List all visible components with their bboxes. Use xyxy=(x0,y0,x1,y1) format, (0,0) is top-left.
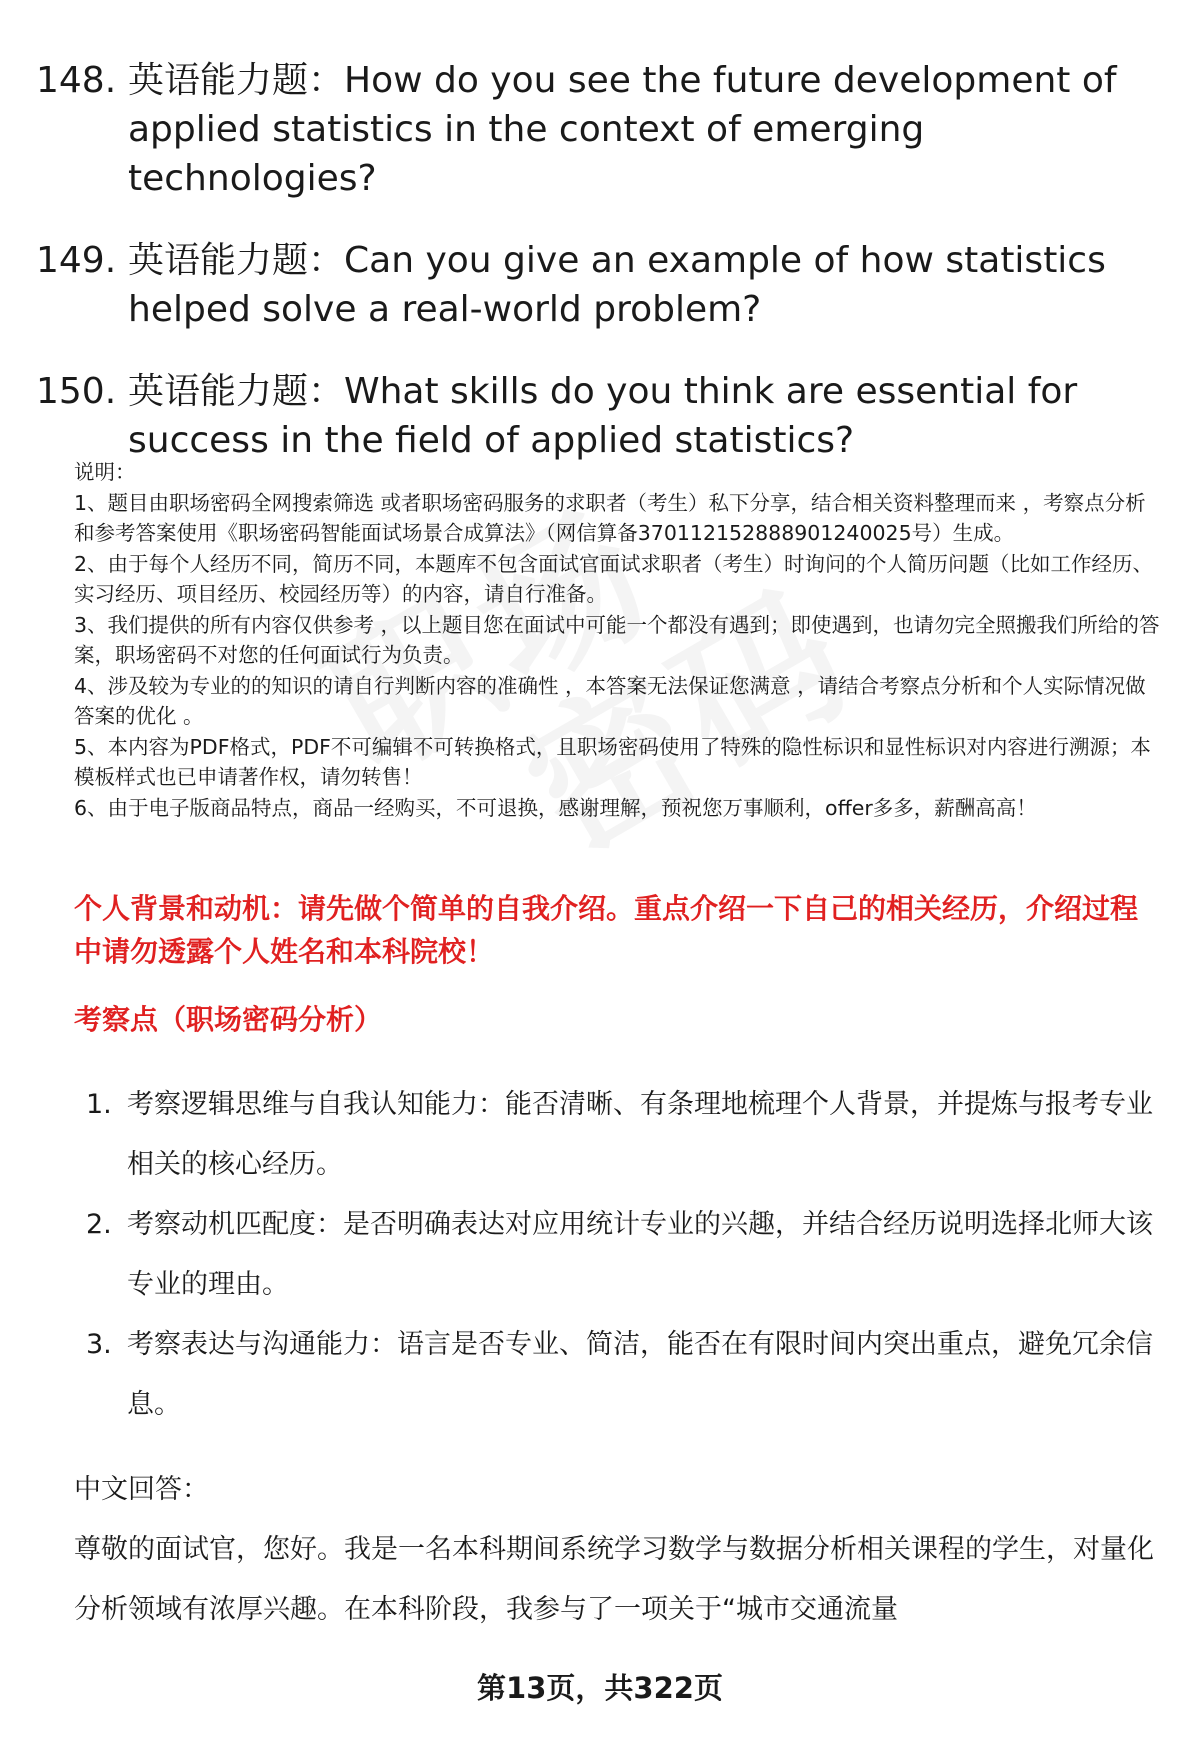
question-item xyxy=(36,236,1176,334)
answer-label: 中文回答： xyxy=(74,1474,209,1505)
question-list xyxy=(36,56,1176,498)
answer-text: 尊敬的面试官，您好。我是一名本科期间系统学习数学与数据分析相关课程的学生，对量化分析领域有浓厚兴趣。在本科阶段，我参与了一项关于“城市交通流量 xyxy=(74,1534,1154,1625)
background-question-heading: 个人背景和动机：请先做个简单的自我介绍。重点介绍一下自己的相关经历，介绍过程中请勿透露个人姓名和本科院校！ xyxy=(74,892,1139,968)
notes-item: 3、我们提供的所有内容仅供参考 ，以上题目您在面试中可能一个都没有遇到；即使遇到，也请勿完全照搬我们所给的答案，职场密码不对您的任何面试行为负责。 xyxy=(74,612,1160,667)
focus-text: 考察动机匹配度：是否明确表达对应用统计专业的兴趣，并结合经历说明选择北师大该专业的理由。 xyxy=(127,1209,1153,1300)
focus-list xyxy=(74,1075,1164,1435)
question-text: 英语能力题：Can you give an example of how statistics helped solve a real-world problem? xyxy=(128,240,1106,330)
focus-number: 2. xyxy=(86,1209,112,1240)
focus-text: 考察逻辑思维与自我认知能力：能否清晰、有条理地梳理个人背景，并提炼与报考专业相关的核心经历。 xyxy=(127,1089,1153,1180)
notes-section xyxy=(74,457,1164,823)
question-text: 英语能力题：How do you see the future development of applied statistics in the context of emerging technologies? xyxy=(128,60,1117,199)
question-item xyxy=(36,367,1176,465)
notes-item: 2、由于每个人经历不同，简历不同，本题库不包含面试官面试求职者（考生）时询问的个人简历问题（比如工作经历、实习经历、项目经历、校园经历等）的内容，请自行准备。 xyxy=(74,551,1154,606)
notes-item: 5、本内容为PDF格式，PDF不可编辑不可转换格式，且职场密码使用了特殊的隐性标识和显性标识对内容进行溯源；本模板样式也已申请著作权，请勿转售！ xyxy=(74,734,1151,789)
focus-number: 1. xyxy=(86,1089,112,1120)
focus-item xyxy=(74,1195,1164,1315)
focus-item xyxy=(74,1315,1164,1435)
focus-text: 考察表达与沟通能力：语言是否专业、简洁，能否在有限时间内突出重点，避免冗余信息。 xyxy=(127,1329,1153,1420)
notes-title: 说明： xyxy=(74,460,136,484)
focus-number: 3. xyxy=(86,1329,112,1360)
question-text: 英语能力题：What skills do you think are essential for success in the field of applied statistics? xyxy=(128,371,1078,461)
question-item xyxy=(36,56,1176,203)
notes-item: 6、由于电子版商品特点，商品一经购买，不可退换，感谢理解，预祝您万事顺利，offer多多，薪酬高高！ xyxy=(74,795,1037,820)
page-footer: 第13页，共322页 xyxy=(477,1671,723,1705)
question-number: 150. xyxy=(36,371,117,412)
notes-item: 4、涉及较为专业的的知识的请自行判断内容的准确性 ，本答案无法保证您满意 ，请结合考察点分析和个人实际情况做答案的优化 。 xyxy=(74,673,1146,728)
focus-heading: 考察点（职场密码分析） xyxy=(74,1003,383,1036)
question-number: 148. xyxy=(36,60,117,101)
focus-item xyxy=(74,1075,1164,1195)
notes-item: 1、题目由职场密码全网搜索筛选 或者职场密码服务的求职者（考生）私下分享，结合相关资料整理而来 ，考察点分析和参考答案使用《职场密码智能面试场景合成算法》（网信算备370112152888901240025号）生成。 xyxy=(74,490,1146,545)
question-number: 149. xyxy=(36,240,117,281)
